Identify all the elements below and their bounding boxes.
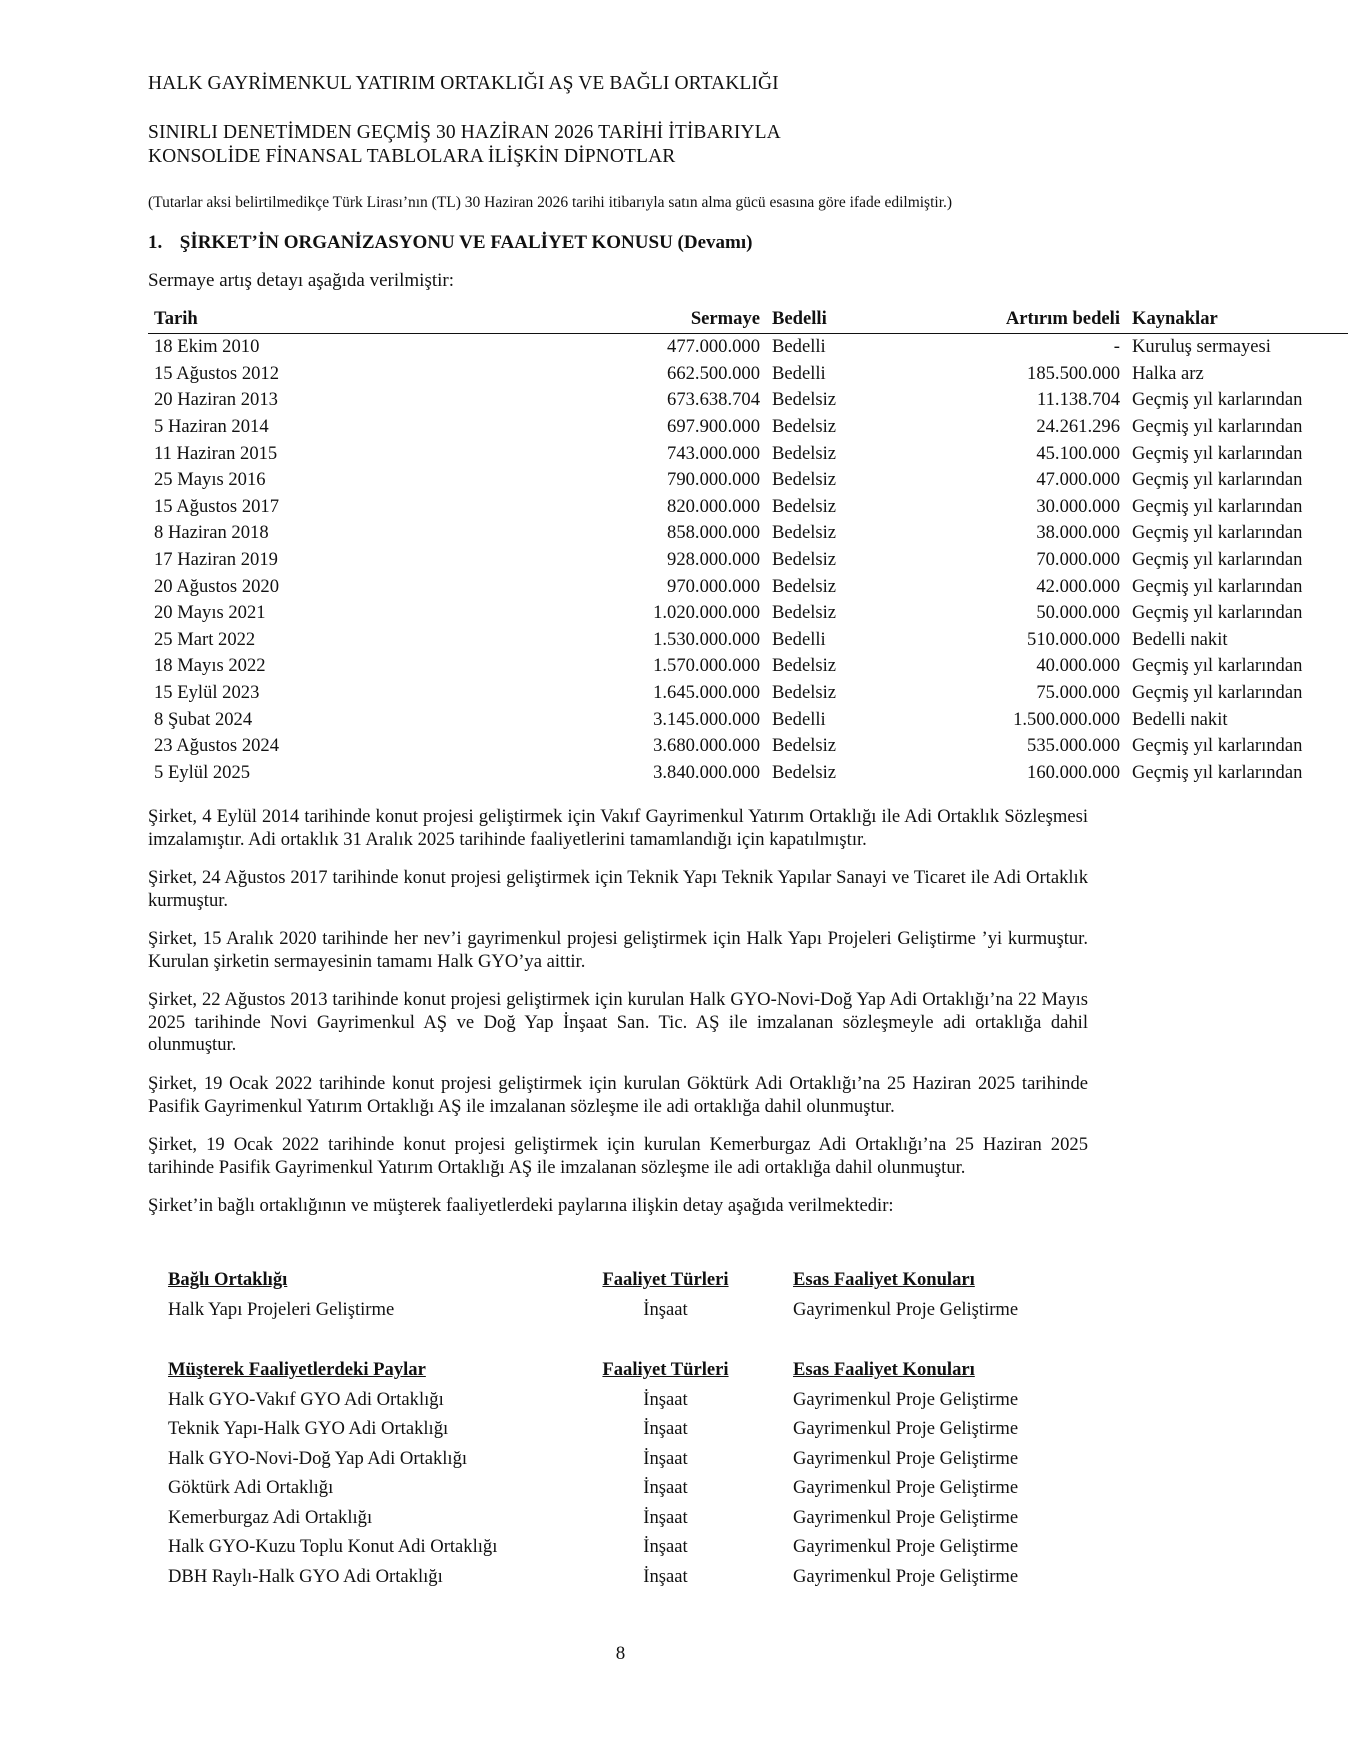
cell-capital: 3.840.000.000 (653, 761, 760, 783)
cell-company: DBH Raylı-Halk GYO Adi Ortaklığı (168, 1565, 443, 1587)
cell-activity-type: İnşaat (643, 1447, 688, 1469)
table-row (148, 334, 1348, 361)
cell-capital: 743.000.000 (667, 442, 760, 464)
report-title-line2: KONSOLİDE FİNANSAL TABLOLARA İLİŞKİN DİPNOTLAR (148, 146, 676, 167)
capital-increase-table (148, 305, 1348, 786)
table-row (148, 467, 1348, 494)
company-name: HALK GAYRİMENKUL YATIRIM ORTAKLIĞI AŞ VE BAĞLI ORTAKLIĞI (148, 73, 779, 94)
section-title: ŞİRKET’İN ORGANİZASYONU VE FAALİYET KONUSU (Devamı) (179, 232, 753, 253)
cell-type: Bedelsiz (772, 682, 837, 704)
table-row (148, 760, 1348, 787)
cell-type: Bedelli (772, 336, 826, 358)
paragraph-halk-yapi: Şirket, 15 Aralık 2020 tarihinde her nev’i gayrimenkul projesi geliştirmek için Halk Yapı Projeleri Geliştirme ’yi kurmuştur. Kurulan şirketin sermayesinin tamamı Halk GYO’ya aittir. (148, 928, 1088, 972)
table-row (148, 600, 1348, 627)
section-heading (148, 232, 752, 254)
cell-date: 5 Haziran 2014 (154, 416, 269, 438)
cell-type: Bedelli (772, 362, 826, 384)
cell-increase: 30.000.000 (1036, 495, 1120, 517)
cell-source: Geçmiş yıl karlarından (1132, 602, 1303, 624)
capital-intro: Sermaye artış detayı aşağıda verilmiştir: (148, 270, 455, 291)
cell-capital: 662.500.000 (667, 362, 760, 384)
table-row (168, 1295, 1100, 1325)
col-header-type: Bedelli (766, 305, 862, 334)
cell-source: Geçmiş yıl karlarından (1132, 389, 1303, 411)
cell-activity-type: İnşaat (643, 1565, 688, 1587)
cell-type: Bedelsiz (772, 442, 837, 464)
cell-capital: 970.000.000 (667, 575, 760, 597)
cell-date: 11 Haziran 2015 (154, 442, 278, 464)
col-header-source: Kaynaklar (1126, 305, 1348, 334)
col-header-activity-type: Faaliyet Türleri (602, 1359, 729, 1380)
cell-capital: 790.000.000 (667, 469, 760, 491)
table-row (168, 1415, 1100, 1445)
cell-type: Bedelsiz (772, 602, 837, 624)
cell-main-activity: Gayrimenkul Proje Geliştirme (793, 1506, 1019, 1528)
cell-capital: 673.638.704 (667, 389, 760, 411)
cell-source: Geçmiş yıl karlarından (1132, 761, 1303, 783)
table-header-row (168, 1265, 1100, 1295)
cell-capital: 477.000.000 (667, 336, 760, 358)
cell-date: 18 Ekim 2010 (154, 336, 260, 358)
cell-activity-type: İnşaat (643, 1388, 688, 1410)
cell-capital: 1.645.000.000 (653, 682, 760, 704)
cell-date: 20 Mayıs 2021 (154, 602, 266, 624)
joint-operations-table (168, 1355, 1100, 1592)
cell-source: Geçmiş yıl karlarından (1132, 469, 1303, 491)
capital-table-body (148, 334, 1348, 787)
table-row (168, 1533, 1100, 1563)
table-row (148, 520, 1348, 547)
cell-type: Bedelsiz (772, 416, 837, 438)
cell-source: Geçmiş yıl karlarından (1132, 575, 1303, 597)
table-row (148, 627, 1348, 654)
table-header-row (148, 305, 1348, 334)
col-header-main-activity: Esas Faaliyet Konuları (793, 1269, 975, 1290)
cell-increase: 45.100.000 (1036, 442, 1120, 464)
cell-date: 17 Haziran 2019 (154, 549, 278, 571)
cell-type: Bedelsiz (772, 761, 837, 783)
cell-type: Bedelsiz (772, 389, 837, 411)
cell-date: 8 Haziran 2018 (154, 522, 269, 544)
paragraph-novi-dog: Şirket, 22 Ağustos 2013 tarihinde konut projesi geliştirmek için kurulan Halk GYO-Novi-Doğ Yap Adi Ortaklığı’na 22 Mayıs 2025 tarihinde Novi Gayrimenkul AŞ ve Doğ Yap İnşaat San. Tic. AŞ ile imzalanan sözleşmeyle adi ortaklığa dahil olunmuştur. (148, 989, 1088, 1055)
cell-increase: 160.000.000 (1027, 761, 1120, 783)
cell-date: 25 Mayıs 2016 (154, 469, 266, 491)
cell-company: Göktürk Adi Ortaklığı (168, 1477, 334, 1499)
cell-source: Geçmiş yıl karlarından (1132, 682, 1303, 704)
col-header-date: Tarih (148, 305, 400, 334)
cell-company: Halk GYO-Vakıf GYO Adi Ortaklığı (168, 1388, 444, 1410)
cell-increase: 185.500.000 (1027, 362, 1120, 384)
table-row (148, 573, 1348, 600)
subsidiary-table (168, 1265, 1100, 1325)
cell-source: Geçmiş yıl karlarından (1132, 495, 1303, 517)
report-title-line1: SINIRLI DENETİMDEN GEÇMİŞ 30 HAZİRAN 2026 TARİHİ İTİBARIYLA (148, 122, 781, 143)
cell-capital: 1.020.000.000 (653, 602, 760, 624)
cell-type: Bedelsiz (772, 655, 837, 677)
cell-source: Geçmiş yıl karlarından (1132, 442, 1303, 464)
cell-increase: 24.261.296 (1036, 416, 1120, 438)
cell-increase: 1.500.000.000 (1013, 708, 1120, 730)
cell-main-activity: Gayrimenkul Proje Geliştirme (793, 1447, 1019, 1469)
cell-type: Bedelsiz (772, 735, 837, 757)
cell-capital: 858.000.000 (667, 522, 760, 544)
currency-note: (Tutarlar aksi belirtilmedikçe Türk Lirası’nın (TL) 30 Haziran 2026 tarihi itibarıyla satın alma gücü esasına göre ifade edilmiştir.) (148, 194, 953, 211)
cell-source: Geçmiş yıl karlarından (1132, 416, 1303, 438)
table-row (168, 1474, 1100, 1504)
paragraph-gokturk: Şirket, 19 Ocak 2022 tarihinde konut projesi geliştirmek için kurulan Göktürk Adi Ortaklığı’na 25 Haziran 2025 tarihinde Pasifik Gayrimenkul Yatırım Ortaklığı AŞ ile imzalanan sözleşme ile adi ortaklığa dahil olunmuştur. (148, 1073, 1088, 1117)
cell-type: Bedelsiz (772, 469, 837, 491)
cell-activity-type: İnşaat (643, 1477, 688, 1499)
col-header-subsidiary: Bağlı Ortaklığı (168, 1269, 288, 1290)
cell-company: Halk GYO-Kuzu Toplu Konut Adi Ortaklığı (168, 1536, 498, 1558)
cell-type: Bedelsiz (772, 575, 837, 597)
cell-source: Kuruluş sermayesi (1132, 336, 1271, 358)
table-row (168, 1562, 1100, 1592)
table-row (148, 414, 1348, 441)
col-header-capital: Sermaye (400, 305, 766, 334)
cell-date: 23 Ağustos 2024 (154, 735, 280, 757)
col-header-joint-operation: Müşterek Faaliyetlerdeki Paylar (168, 1359, 426, 1380)
page-number: 8 (615, 1643, 626, 1664)
cell-type: Bedelli (772, 708, 826, 730)
cell-date: 18 Mayıs 2022 (154, 655, 266, 677)
cell-source: Geçmiş yıl karlarından (1132, 522, 1303, 544)
paragraph-table-intro: Şirket’in bağlı ortaklığının ve müşterek faaliyetlerdeki paylarına ilişkin detay aşağıda verilmektedir: (148, 1195, 894, 1216)
cell-company: Halk GYO-Novi-Doğ Yap Adi Ortaklığı (168, 1447, 468, 1469)
cell-increase: 535.000.000 (1027, 735, 1120, 757)
col-header-activity-type: Faaliyet Türleri (602, 1269, 729, 1290)
cell-company: Kemerburgaz Adi Ortaklığı (168, 1506, 373, 1528)
cell-date: 5 Eylül 2025 (154, 761, 251, 783)
cell-increase: - (1113, 336, 1120, 358)
cell-increase: 47.000.000 (1036, 469, 1120, 491)
paragraph-vakif: Şirket, 4 Eylül 2014 tarihinde konut projesi geliştirmek için Vakıf Gayrimenkul Yatırım Ortaklığı ile Adi Ortaklık Sözleşmesi imzalamıştır. Adi ortaklık 31 Aralık 2025 tarihinde faaliyetlerini tamamlandığı için kapatılmıştır. (148, 806, 1088, 850)
cell-capital: 1.530.000.000 (653, 628, 760, 650)
cell-main-activity: Gayrimenkul Proje Geliştirme (793, 1536, 1019, 1558)
cell-type: Bedelsiz (772, 522, 837, 544)
table-row (148, 547, 1348, 574)
cell-date: 20 Ağustos 2020 (154, 575, 280, 597)
cell-source: Bedelli nakit (1132, 708, 1228, 730)
cell-capital: 697.900.000 (667, 416, 760, 438)
cell-main-activity: Gayrimenkul Proje Geliştirme (793, 1477, 1019, 1499)
paragraph-kemerburgaz: Şirket, 19 Ocak 2022 tarihinde konut projesi geliştirmek için kurulan Kemerburgaz Adi Ortaklığı’na 25 Haziran 2025 tarihinde Pasifik Gayrimenkul Yatırım Ortaklığı AŞ ile imzalanan sözleşme ile adi ortaklığa dahil olunmuştur. (148, 1134, 1088, 1178)
cell-increase: 75.000.000 (1036, 682, 1120, 704)
cell-increase: 510.000.000 (1027, 628, 1120, 650)
table-row (148, 494, 1348, 521)
table-row (148, 387, 1348, 414)
cell-capital: 1.570.000.000 (653, 655, 760, 677)
cell-date: 8 Şubat 2024 (154, 708, 253, 730)
cell-activity-type: İnşaat (643, 1298, 688, 1320)
cell-main-activity: Gayrimenkul Proje Geliştirme (793, 1388, 1019, 1410)
subsidiary-table-body (168, 1295, 1100, 1325)
cell-capital: 3.145.000.000 (653, 708, 760, 730)
cell-increase: 38.000.000 (1036, 522, 1120, 544)
cell-source: Halka arz (1132, 362, 1204, 384)
cell-date: 15 Eylül 2023 (154, 682, 260, 704)
cell-source: Geçmiş yıl karlarından (1132, 655, 1303, 677)
cell-type: Bedelsiz (772, 495, 837, 517)
cell-capital: 820.000.000 (667, 495, 760, 517)
table-header-row (168, 1355, 1100, 1385)
cell-date: 15 Ağustos 2012 (154, 362, 280, 384)
cell-increase: 42.000.000 (1036, 575, 1120, 597)
table-row (148, 361, 1348, 388)
table-row (148, 706, 1348, 733)
table-row (148, 440, 1348, 467)
table-row (168, 1385, 1100, 1415)
cell-source: Bedelli nakit (1132, 628, 1228, 650)
cell-capital: 928.000.000 (667, 549, 760, 571)
cell-increase: 40.000.000 (1036, 655, 1120, 677)
cell-type: Bedelli (772, 628, 826, 650)
cell-company: Halk Yapı Projeleri Geliştirme (168, 1298, 395, 1320)
cell-main-activity: Gayrimenkul Proje Geliştirme (793, 1298, 1019, 1320)
col-header-main-activity: Esas Faaliyet Konuları (793, 1359, 975, 1380)
section-number: 1. (148, 232, 163, 253)
table-row (168, 1444, 1100, 1474)
cell-date: 20 Haziran 2013 (154, 389, 278, 411)
cell-activity-type: İnşaat (643, 1506, 688, 1528)
cell-date: 25 Mart 2022 (154, 628, 256, 650)
cell-source: Geçmiş yıl karlarından (1132, 549, 1303, 571)
table-row (148, 653, 1348, 680)
paragraph-teknik-yapi: Şirket, 24 Ağustos 2017 tarihinde konut projesi geliştirmek için Teknik Yapı Teknik Yapılar Sanayi ve Ticaret ile Adi Ortaklık kurmuştur. (148, 867, 1088, 911)
cell-activity-type: İnşaat (643, 1418, 688, 1440)
cell-date: 15 Ağustos 2017 (154, 495, 280, 517)
cell-activity-type: İnşaat (643, 1536, 688, 1558)
cell-increase: 70.000.000 (1036, 549, 1120, 571)
cell-increase: 11.138.704 (1037, 389, 1120, 411)
cell-company: Teknik Yapı-Halk GYO Adi Ortaklığı (168, 1418, 449, 1440)
joint-table-body (168, 1385, 1100, 1592)
table-row (148, 733, 1348, 760)
cell-main-activity: Gayrimenkul Proje Geliştirme (793, 1565, 1019, 1587)
table-row (168, 1503, 1100, 1533)
table-row (148, 680, 1348, 707)
cell-main-activity: Gayrimenkul Proje Geliştirme (793, 1418, 1019, 1440)
cell-type: Bedelsiz (772, 549, 837, 571)
cell-capital: 3.680.000.000 (653, 735, 760, 757)
cell-source: Geçmiş yıl karlarından (1132, 735, 1303, 757)
col-header-increase: Artırım bedeli (862, 305, 1126, 334)
cell-increase: 50.000.000 (1036, 602, 1120, 624)
